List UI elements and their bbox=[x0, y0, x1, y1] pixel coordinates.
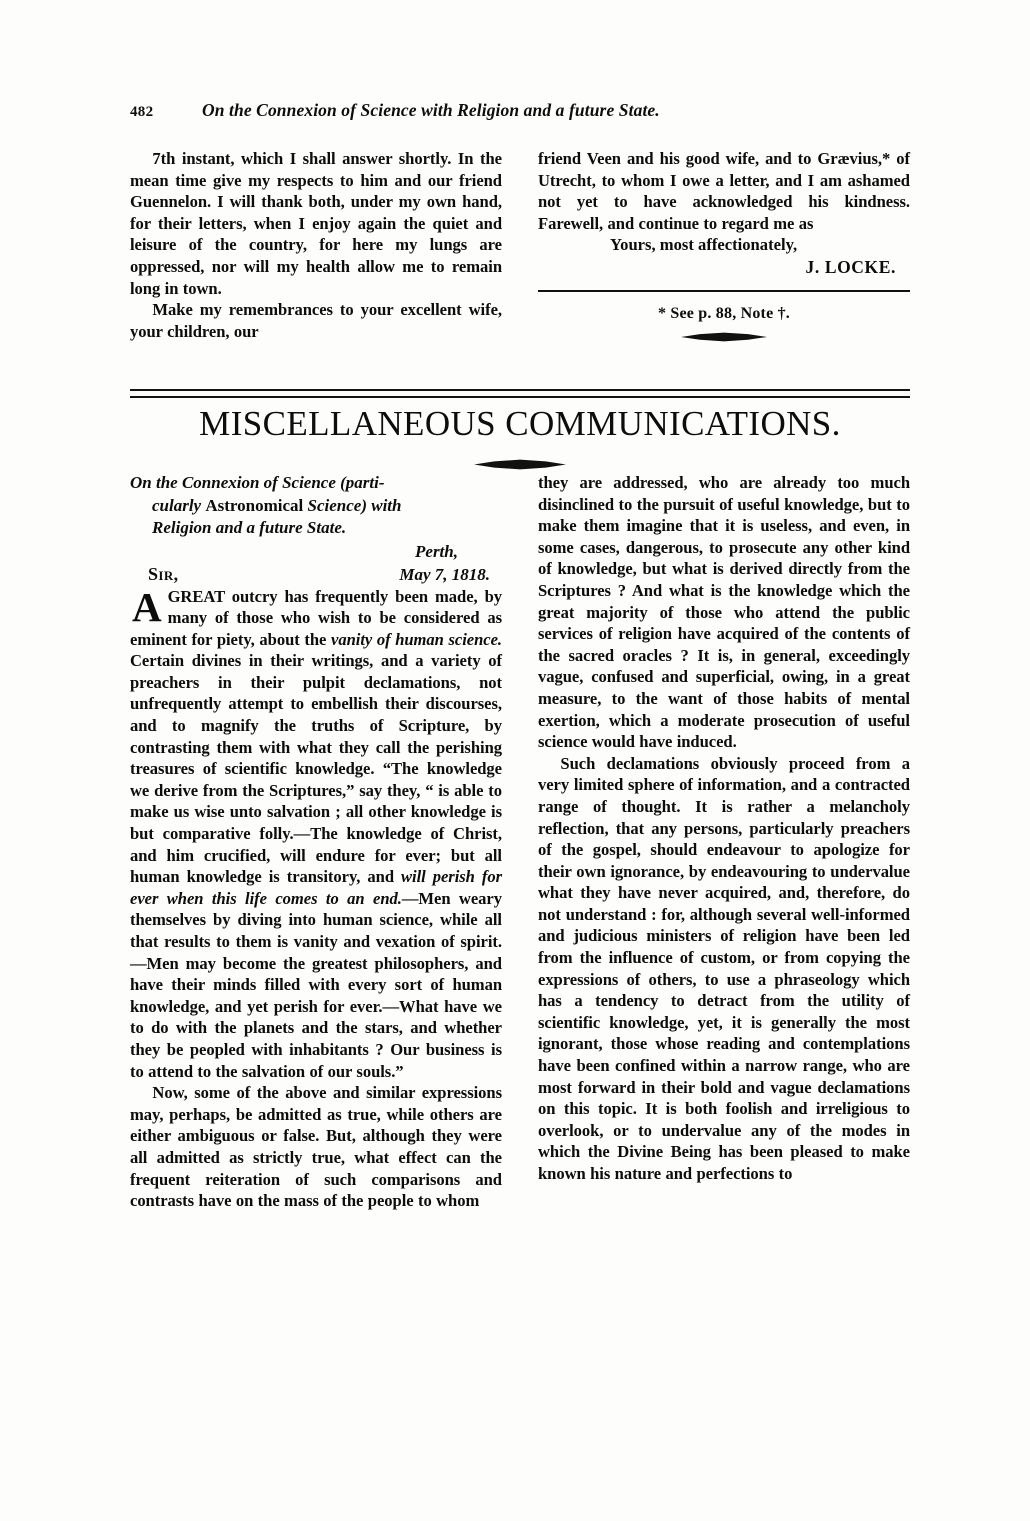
article-right-paragraph-2: Such declamations obviously proceed from a very limited sphere of information, and a contracted range of thought. It is rather a melancholy reflection, that any persons, particularly preachers of the gospel, should endeavour to apologize for their own ignorance, by endeavouring to undervalue what they have never acquired, and, therefore, do not understand : for, although several well-informed and judicious ministers of religion have been led from the influence of custom, or from copying the expressions of others, to use a phraseology which has a tendency to detract from the utility of scientific knowledge, yet, it is generally the most ignorant, those whose reading and contemplations have been confined within a narrow range, who are most forward in their bold and vague declamations on this topic. It is both foolish and irreligious to overlook, or to undervalue any of the modes in which the Divine Being has been pleased to make known his nature and perfections to bbox=[538, 753, 910, 1183]
drop-cap-letter: A bbox=[132, 583, 162, 630]
article-left-column bbox=[130, 472, 502, 1212]
article-left-paragraph-1: AGREAT outcry has frequently been made, by many of those who wish to be considered as eminent for piety, about the vanity of human science. Certain divines in their writings, and a variety of preachers in their pulpit declamations, not unfrequently attempt to embellish their discourses, and to magnify the truths of Scripture, by contrasting them with what they call the perishing treasures of scientific knowledge. “The knowledge we derive from the Scriptures,” say they, “ is able to make us wise unto salvation ; all other knowledge is but comparative folly.—The knowledge of Christ, and him crucified, will endure for ever; but all human knowledge is transitory, and will perish for ever when this life comes to an end.—Men weary themselves by diving into human science, while all that results to them is vanity and vexation of spirit.—Men may become the greatest philosophers, and have their minds filled with every sort of human knowledge, and yet perish for ever.—What have we to do with the planets and the stars, and whether they be peopled with inhabitants ? Our business is to attend to the salvation of our souls.” bbox=[130, 583, 502, 1081]
page-folio-number: 482 bbox=[130, 104, 154, 120]
running-head bbox=[130, 100, 910, 126]
letter-left-column bbox=[130, 148, 502, 342]
letter-left-paragraph-2: Make my remembrances to your excellent wife, your children, our bbox=[130, 300, 502, 341]
section-heading: MISCELLANEOUS COMMUNICATIONS. bbox=[199, 404, 841, 443]
divider-rule-bottom bbox=[130, 396, 910, 398]
section-ornament-wrapper bbox=[130, 450, 910, 470]
article-place: Perth, bbox=[415, 541, 458, 561]
article-columns bbox=[130, 472, 910, 1212]
diamond-ornament-icon bbox=[681, 332, 767, 342]
article-title bbox=[130, 472, 502, 540]
letter-columns bbox=[130, 148, 910, 342]
section-divider-rules bbox=[130, 389, 910, 398]
article-left-paragraph-2: Now, some of the above and similar expressions may, perhaps, be admitted as true, while others are either ambiguous or false. But, although they were all admitted as strictly true, what effect can the frequent reiteration of such comparisons and contrasts have on the mass of the people to whom bbox=[130, 1083, 502, 1211]
article-right-column bbox=[538, 472, 910, 1212]
letter-closing-line: Yours, most affectionately, bbox=[610, 235, 798, 255]
footnote-separator-rule bbox=[538, 290, 910, 292]
article-title-line-2: cularly Astronomical Science) with bbox=[152, 495, 402, 515]
article-salutation-line bbox=[130, 563, 502, 586]
diamond-ornament-icon bbox=[474, 459, 566, 470]
letter-right-column bbox=[538, 148, 910, 342]
article-date: May 7, 1818. bbox=[399, 564, 490, 584]
footnote-text: * See p. 88, Note †. bbox=[658, 304, 790, 322]
letter-left-paragraph-1: 7th instant, which I shall answer shortly. In the mean time give my respects to him and our friend Guennelon. I will thank both, under my own hand, for their letters, when I enjoy again the quiet and leisure of the country, for here my lungs are oppressed, nor will my health allow me to remain long in town. bbox=[130, 149, 502, 298]
letter-signature: J. LOCKE. bbox=[805, 256, 896, 277]
running-head-title: On the Connexion of Science with Religion and a future State. bbox=[202, 100, 660, 120]
article-title-line-3: Religion and a future State. bbox=[152, 518, 347, 537]
letter-right-paragraph-1: friend Veen and his good wife, and to Grævius,* of Utrecht, to whom I owe a letter, and I am ashamed not yet to have acknowledged his kindness. Farewell, and continue to regard me as bbox=[538, 149, 910, 233]
article-salutation: Sir, bbox=[148, 563, 179, 584]
article-title-line-1: On the Connexion of Science (parti- bbox=[130, 473, 385, 492]
article-right-paragraph-1: they are addressed, who are already too much disinclined to the pursuit of useful knowledge, but to make them imagine that it is useless, and even, in some cases, dangerous, to prosecute any other kind of knowledge, but what is derived directly from the Scriptures ? And what is the knowledge which the great majority of those who attend the public services of religion have acquired of the contents of the sacred oracles ? It is, in general, exceedingly vague, confused and superficial, owing, in a great measure, to the want of those habits of mental exertion, which a moderate prosecution of useful science would have induced. bbox=[538, 473, 910, 752]
